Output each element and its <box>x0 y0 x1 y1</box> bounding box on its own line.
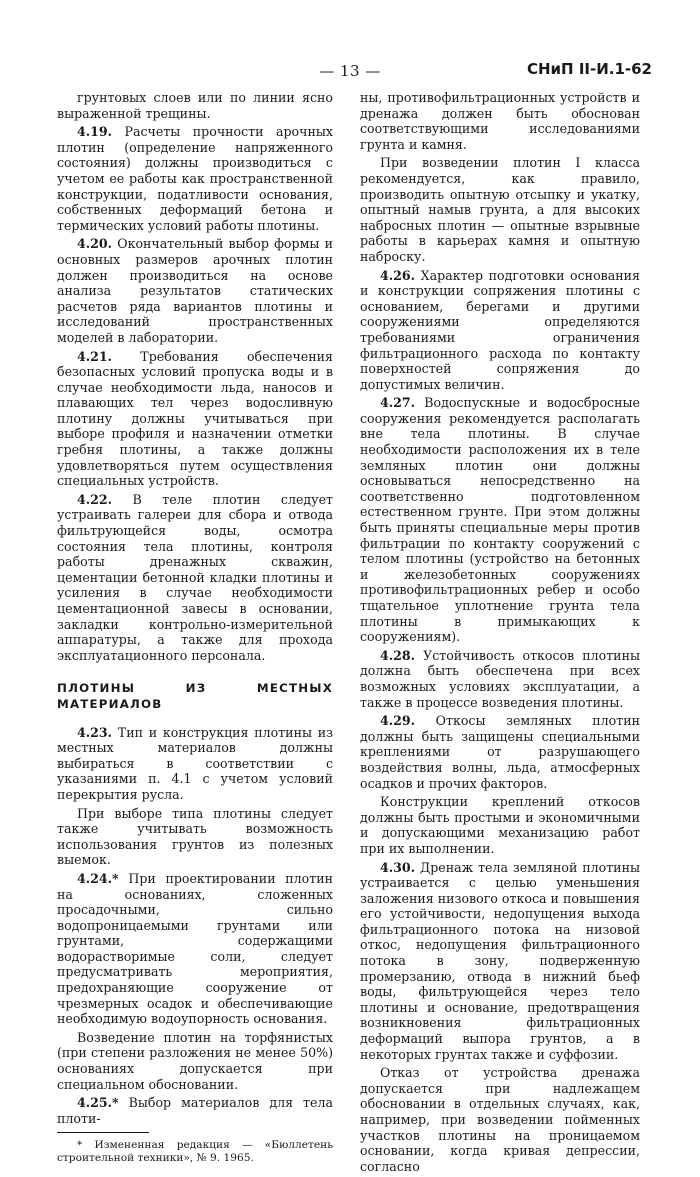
paragraph <box>360 648 640 710</box>
paragraph <box>360 860 640 1063</box>
paragraph <box>57 349 333 489</box>
paragraph <box>57 492 333 664</box>
clause-number: 4.24.* <box>77 870 119 886</box>
footnote-divider <box>57 1132 149 1133</box>
paragraph <box>57 124 333 233</box>
paragraph <box>57 236 333 345</box>
paragraph <box>360 268 640 393</box>
paragraph-text: Возведение плотин на торфянистых (при степени разложения не менее 50%) основаниях допускается при специальном обосновании. <box>57 1029 333 1092</box>
left-column <box>57 90 333 1168</box>
clause-number: 4.29. <box>380 713 416 729</box>
paragraph <box>57 1030 333 1092</box>
clause-number: 4.19. <box>77 124 113 140</box>
paragraph-text: Тип и конструкция плотины из местных материалов должны выбираться в соответствии с указаниями п. 4.1 с учетом условий перекрытия русла. <box>57 724 333 802</box>
clause-number: 4.23. <box>77 724 113 740</box>
paragraph <box>57 806 333 868</box>
paragraph-text: Дренаж тела земляной плотины устраивается с целью уменьшения заложения низового откоса и повышения его устойчивости, недопущения выхода фильтрационного потока на низовой откос, недопущения фильтрационного потока в зону, подверженную промерзанию, отвода в нижний бьеф воды, фильтрующейся через тело плотины и основание, предотвращения возникновения фильтрационных деформаций выпора грунтов, а в некоторых грунтах также и суффозии. <box>360 859 640 1062</box>
clause-number: 4.26. <box>380 267 416 283</box>
right-column <box>360 90 640 1177</box>
paragraph <box>360 794 640 856</box>
paragraph <box>57 1095 333 1126</box>
footnote: * Измененная редакция — «Бюллетень строительной техники», № 9. 1965. <box>57 1139 333 1165</box>
clause-number: 4.21. <box>77 348 113 364</box>
paragraph-text: Устойчивость откосов плотины должна быть обеспечена при всех возможных условиях эксплуатации, а также в процессе возведения плотины. <box>360 647 640 710</box>
paragraph-text: Требования обеспечения безопасных условий пропуска воды и в случае необходимости льда, наносов и плавающих тел через водосливную плотину должны учитываться при выборе профиля и назначении отметки гребня плотины, а также должны удовлетворяться путем осуществления специальных устройств. <box>57 348 333 489</box>
paragraph-text: Выбор материалов для тела плоти- <box>57 1095 333 1126</box>
section-heading: ПЛОТИНЫ ИЗ МЕСТНЫХ МАТЕРИАЛОВ <box>57 681 333 711</box>
paragraph <box>360 395 640 645</box>
paragraph-text: Отказ от устройства дренажа допускается при надлежащем обосновании в отдельных случаях, как, например, при возведении пойменных участков плотины на проницаемом основании, когда кривая депрессии, согласно <box>360 1065 640 1174</box>
clause-number: 4.28. <box>380 647 416 663</box>
page-number: — 13 — <box>319 62 381 80</box>
clause-number: 4.22. <box>77 491 113 507</box>
paragraph <box>57 90 333 121</box>
paragraph-text: При возведении плотин I класса рекомендуется, как правило, производить опытную отсыпку и укатку, опытный намыв грунта, а для высоких набросных плотин — опытные взрывные работы в карьерах камня и опытную наброску. <box>360 155 640 264</box>
paragraph <box>360 713 640 791</box>
paragraph-text: Окончательный выбор формы и основных размеров арочных плотин должен производиться на основе анализа результатов статических расчетов ряда вариантов плотины и исследований пространственных моделей в лаборатории. <box>57 236 333 345</box>
paragraph-text: Откосы земляных плотин должны быть защищены специальными креплениями от разрушающего воздействия волны, льда, атмосферных осадков и прочих факторов. <box>360 713 640 791</box>
clause-number: 4.25.* <box>77 1095 119 1111</box>
paragraph-text: Характер подготовки основания и конструкции сопряжения плотины с основанием, берегами и другими сооружениями определяются требованиями ограничения фильтрационного расхода по контакту поверхностей сопряжения до допустимых величин. <box>360 267 640 392</box>
paragraph <box>57 871 333 1027</box>
paragraph <box>360 90 640 152</box>
paragraph <box>57 725 333 803</box>
paragraph-text: При проектировании плотин на основаниях, сложенных просадочными, сильно водопроницаемыми грунтами или грунтами, содержащими водорастворимые соли, следует предусматривать мероприятия, предохраняющие сооружение от чрезмерных осадок и обеспечивающие необходимую водоупорность основания. <box>57 870 333 1027</box>
paragraph-text: ны, противофильтрационных устройств и дренажа должен быть обоснован соответствующими исследованиями грунта и камня. <box>360 90 640 152</box>
paragraph-text: Водоспускные и водосбросные сооружения рекомендуется располагать вне тела плотины. В случае необходимости расположения их в теле земляных плотин они должны основываться непосредственно на соответственно подготовленном естественном грунте. При этом должны быть приняты специальные меры против фильтрации по контакту сооружений с телом плотины (устройство на бетонных и железобетонных сооружениях противофильтрационных ребер и особо тщательное уплотнение грунта тела плотины в примыкающих к сооружениям). <box>360 395 640 645</box>
clause-number: 4.30. <box>380 859 416 875</box>
paragraph <box>360 155 640 264</box>
paragraph-text: Конструкции креплений откосов должны быть простыми и экономичными и допускающими механизацию работ при их выполнении. <box>360 794 640 856</box>
document-code: СНиП II-И.1-62 <box>526 60 652 78</box>
paragraph-text: грунтовых слоев или по линии ясно выраженной трещины. <box>57 90 333 121</box>
clause-number: 4.20. <box>77 236 113 252</box>
clause-number: 4.27. <box>380 395 416 411</box>
paragraph-text: Расчеты прочности арочных плотин (определение напряженного состояния) должны производиться с учетом ее работы как пространственной конструкции, податливости основания, собственных деформаций бетона и термических условий работы плотины. <box>57 124 333 233</box>
paragraph-text: В теле плотин следует устраивать галереи для сбора и отвода фильтрующейся воды, осмотра состояния тела плотины, контроля работы дренажных скважин, цементации бетонной кладки плотины и усиления в случае необходимости цементационной завесы в основании, закладки контрольно-измерительной аппаратуры, а также для прохода эксплуатационного персонала. <box>57 491 333 663</box>
paragraph-text: При выборе типа плотины следует также учитывать возможность использования грунтов из полезных выемок. <box>57 805 333 868</box>
paragraph <box>360 1065 640 1174</box>
